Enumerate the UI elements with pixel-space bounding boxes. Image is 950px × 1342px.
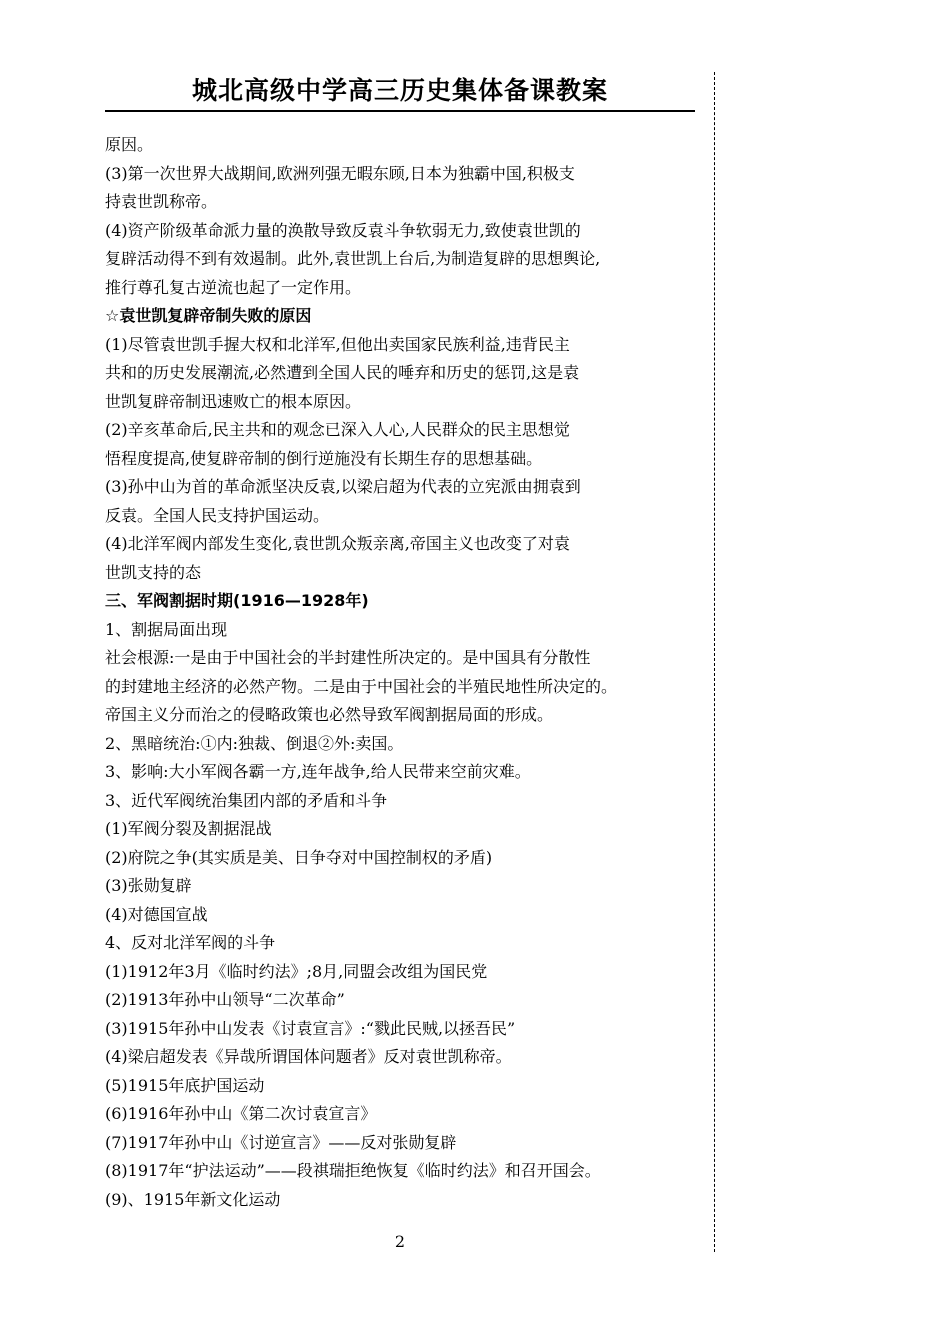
text-line: (5)1915年底护国运动 [105, 1075, 265, 1095]
text-line: 原因。 [105, 135, 154, 154]
text-line: (4)对德国宣战 [105, 904, 208, 924]
text-line: (1)军阀分裂及割据混战 [105, 819, 272, 838]
text-line: (2)辛亥革命后,民主共和的观念已深入人心,人民群众的民主思想觉 [105, 420, 570, 439]
section-heading: ☆袁世凯复辟帝制失败的原因 [105, 306, 312, 325]
text-line: 社会根源:一是由于中国社会的半封建性所决定的。是中国具有分散性 [105, 648, 591, 667]
text-line: (2)府院之争(其实质是美、日争夺对中国控制权的矛盾) [105, 847, 493, 867]
text-line: 持袁世凯称帝。 [105, 192, 218, 211]
text-line: (1)1912年3月《临时约法》;8月,同盟会改组为国民党 [105, 961, 488, 981]
text-line: (1)尽管袁世凯手握大权和北洋军,但他出卖国家民族利益,违背民主 [105, 334, 570, 354]
text-line: (6)1916年孙中山《第二次讨袁宣言》 [105, 1104, 377, 1123]
text-line: 3、近代军阀统治集团内部的矛盾和斗争 [105, 790, 388, 810]
page-title: 城北高级中学高三历史集体备课教案 [191, 76, 608, 105]
text-line: 推行尊孔复古逆流也起了一定作用。 [105, 277, 362, 297]
text-line: (3)第一次世界大战期间,欧洲列强无暇东顾,日本为独霸中国,积极支 [105, 163, 575, 183]
text-line: (7)1917年孙中山《讨逆宣言》——反对张勋复辟 [105, 1132, 457, 1152]
text-line: (3)1915年孙中山发表《讨袁宣言》:“戮此民贼,以拯吾民” [105, 1018, 516, 1038]
text-line: 4、反对北洋军阀的斗争 [105, 933, 276, 952]
text-line: (3)张勋复辟 [105, 876, 192, 895]
text-line: 悟程度提高,使复辟帝制的倒行逆施没有长期生存的思想基础。 [105, 448, 543, 468]
text-line: 2、黑暗统治:①内:独裁、倒退②外:卖国。 [105, 733, 404, 753]
text-line: 1、割据局面出现 [105, 619, 228, 639]
section-heading: 三、军阀割据时期(1916—1928年) [105, 591, 369, 610]
text-line: 世凯复辟帝制迅速败亡的根本原因。 [105, 391, 362, 411]
text-line: 共和的历史发展潮流,必然遭到全国人民的唾弃和历史的惩罚,这是袁 [105, 363, 580, 382]
text-line: 反袁。全国人民支持护国运动。 [105, 505, 330, 525]
text-line: 帝国主义分而治之的侵略政策也必然导致军阀割据局面的形成。 [105, 705, 554, 724]
text-line: 世凯支持的态 [105, 562, 202, 582]
text-line: 的封建地主经济的必然产物。二是由于中国社会的半殖民地性所决定的。 [105, 676, 618, 696]
text-line: (4)资产阶级革命派力量的涣散导致反袁斗争软弱无力,致使袁世凯的 [105, 220, 581, 240]
text-line: 3、影响:大小军阀各霸一方,连年战争,给人民带来空前灾难。 [105, 762, 531, 781]
text-line: (8)1917年“护法运动”——段祺瑞拒绝恢复《临时约法》和召开国会。 [105, 1161, 601, 1180]
text-line: (9)、1915年新文化运动 [105, 1189, 281, 1209]
text-line: (4)梁启超发表《异哉所谓国体问题者》反对袁世凯称帝。 [105, 1047, 512, 1066]
text-line: 复辟活动得不到有效遏制。此外,袁世凯上台后,为制造复辟的思想舆论, [105, 249, 601, 268]
text-line: (2)1913年孙中山领导“二次革命” [105, 990, 345, 1009]
binding-cut-line [714, 72, 715, 1252]
text-line: (3)孙中山为首的革命派坚决反袁,以梁启超为代表的立宪派由拥袁到 [105, 477, 581, 496]
page-header [105, 72, 695, 112]
text-line: (4)北洋军阀内部发生变化,袁世凯众叛亲离,帝国主义也改变了对袁 [105, 534, 570, 553]
page-number: 2 [394, 1232, 406, 1251]
document-body [105, 131, 703, 1214]
